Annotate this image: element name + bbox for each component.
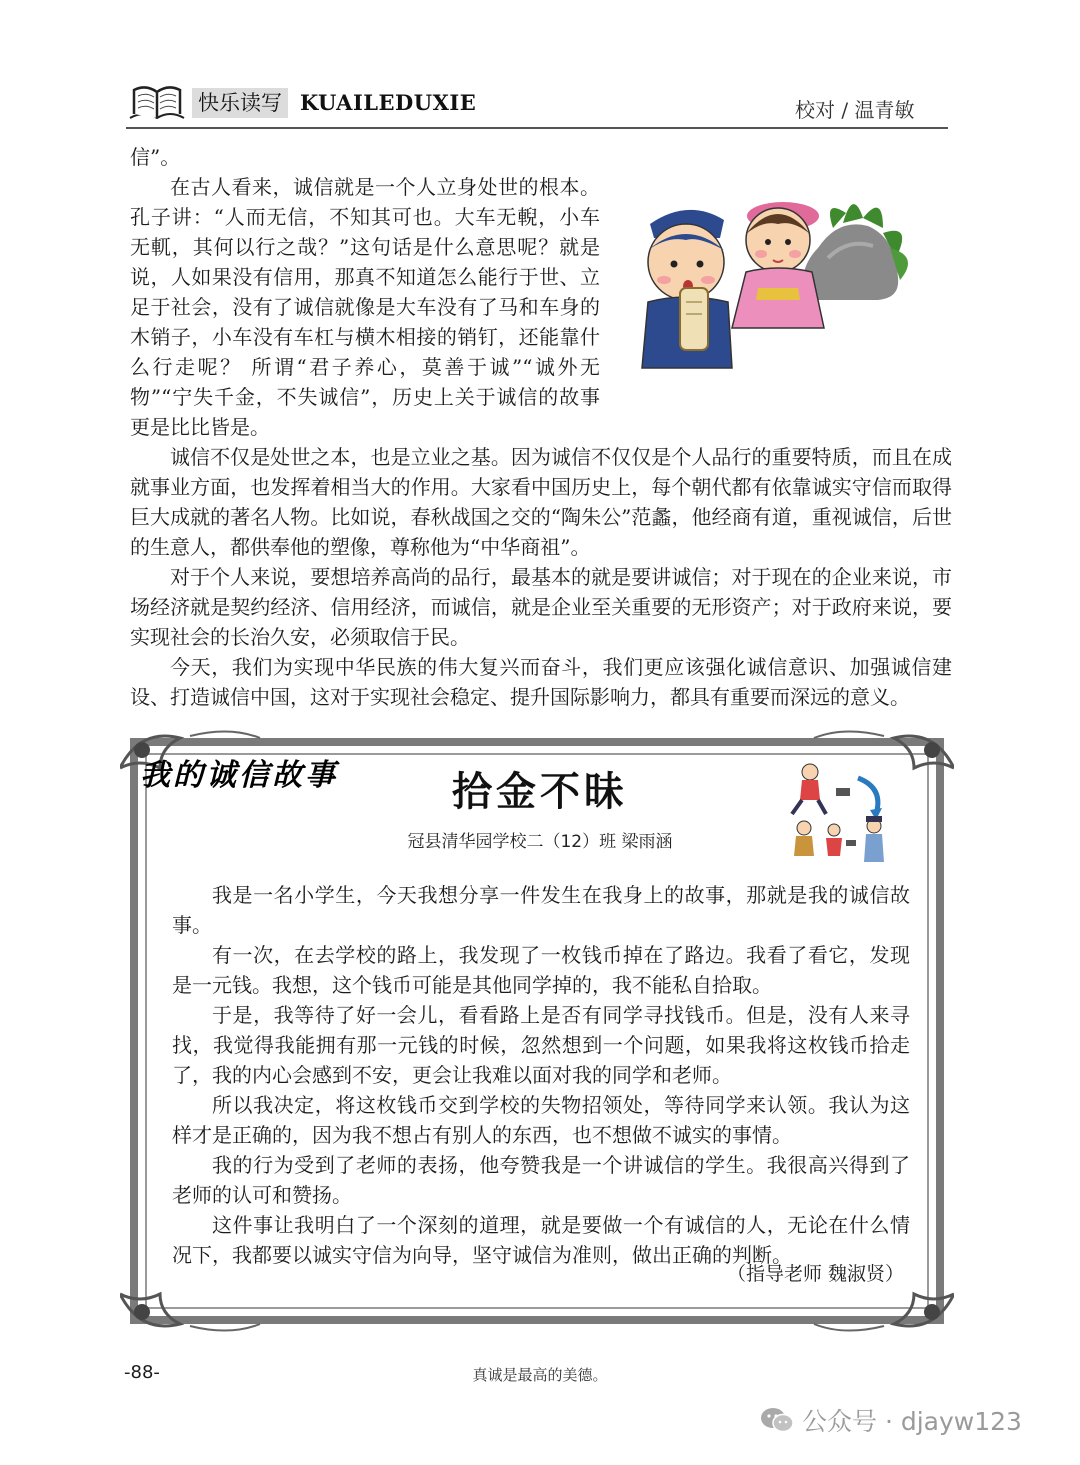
- wechat-icon: [760, 1406, 794, 1434]
- story-title: 拾金不昧: [452, 769, 628, 815]
- footer-motto: 真诚是最高的美德。: [472, 1366, 608, 1384]
- story-paragraph-5: 我的行为受到了老师的表扬，他夸赞我是一个讲诚信的学生。我很高兴得到了老师的认可和赞扬。: [172, 1153, 910, 1207]
- section-pinyin: KUAILEDUXIE: [300, 90, 477, 115]
- lost-and-found-illustration: [780, 758, 900, 870]
- page-number: -88-: [124, 1362, 160, 1383]
- open-book-icon: [126, 82, 188, 124]
- column-tag: 我的诚信故事: [140, 758, 338, 793]
- cartoon-children-illustration: [628, 168, 928, 390]
- story-paragraph-1: 我是一名小学生，今天我想分享一件发生在我身上的故事，那就是我的诚信故事。: [172, 883, 910, 937]
- watermark: [760, 1402, 1022, 1438]
- watermark-text: 公众号 · djayw123: [802, 1407, 1022, 1436]
- article-paragraph-4: 今天，我们为实现中华民族的伟大复兴而奋斗，我们更应该强化诚信意识、加强诚信建设、打造诚信中国，这对于实现社会稳定、提升国际影响力，都具有重要而深远的意义。: [130, 655, 952, 709]
- story-paragraph-6: 这件事让我明白了一个深刻的道理，就是要做一个有诚信的人，无论在什么情况下，我都要以诚实守信为向导，坚守诚信为准则，做出正确的判断。: [172, 1213, 910, 1267]
- story-author: 冠县清华园学校二（12）班 梁雨涵: [407, 832, 673, 852]
- story-paragraph-3: 于是，我等待了好一会儿，看看路上是否有同学寻找钱币。但是，没有人来寻找，我觉得我能拥有那一元钱的时候，忽然想到一个问题，如果我将这枚钱币拾走了，我的内心会感到不安，更会让我难以面对我的同学和老师。: [172, 1003, 910, 1087]
- article-paragraph-3: 对于个人来说，要想培养高尚的品行，最基本的就是要讲诚信；对于现在的企业来说，市场经济就是契约经济、信用经济，而诚信，就是企业至关重要的无形资产；对于政府来说，要实现社会的长治久安，必须取信于民。: [130, 565, 952, 649]
- article-lead: 信”。: [130, 145, 181, 169]
- instructor-credit: （指导老师 魏淑贤）: [726, 1263, 904, 1285]
- article-paragraph-2: 诚信不仅是处世之本，也是立业之基。因为诚信不仅仅是个人品行的重要特质，而且在成就事业方面，也发挥着相当大的作用。大家看中国历史上，每个朝代都有依靠诚实守信而取得巨大成就的著名人物。比如说，春秋战国之交的“陶朱公”范蠡，他经商有道，重视诚信，后世的生意人，都供奉他的塑像，尊称他为“中华商祖”。: [130, 445, 952, 559]
- header-divider: [126, 127, 948, 129]
- section-label: 快乐读写: [192, 88, 288, 118]
- article-paragraph-1: 在古人看来，诚信就是一个人立身处世的根本。孔子讲：“人而无信，不知其可也。大车无輗，小车无軏，其何以行之哉？”这句话是什么意思呢？就是说，人如果没有信用，那真不知道怎么能行于世、立足于社会，没有了诚信就像是大车没有了马和车身的木销子，小车没有车杠与横木相接的销钉，还能靠什么行走呢？ 所谓“君子养心，莫善于诚”“诚外无物”“宁失千金，不失诚信”，历史上关于诚信的故事更是比比皆是。: [130, 175, 600, 439]
- proofreader-credit: 校对 / 温青敏: [795, 98, 915, 122]
- story-paragraph-2: 有一次，在去学校的路上，我发现了一枚钱币掉在了路边。我看了看它，发现是一元钱。我想，这个钱币可能是其他同学掉的，我不能私自拾取。: [172, 943, 910, 997]
- story-paragraph-4: 所以我决定，将这枚钱币交到学校的失物招领处，等待同学来认领。我认为这样才是正确的，因为我不想占有别人的东西，也不想做不诚实的事情。: [172, 1093, 910, 1147]
